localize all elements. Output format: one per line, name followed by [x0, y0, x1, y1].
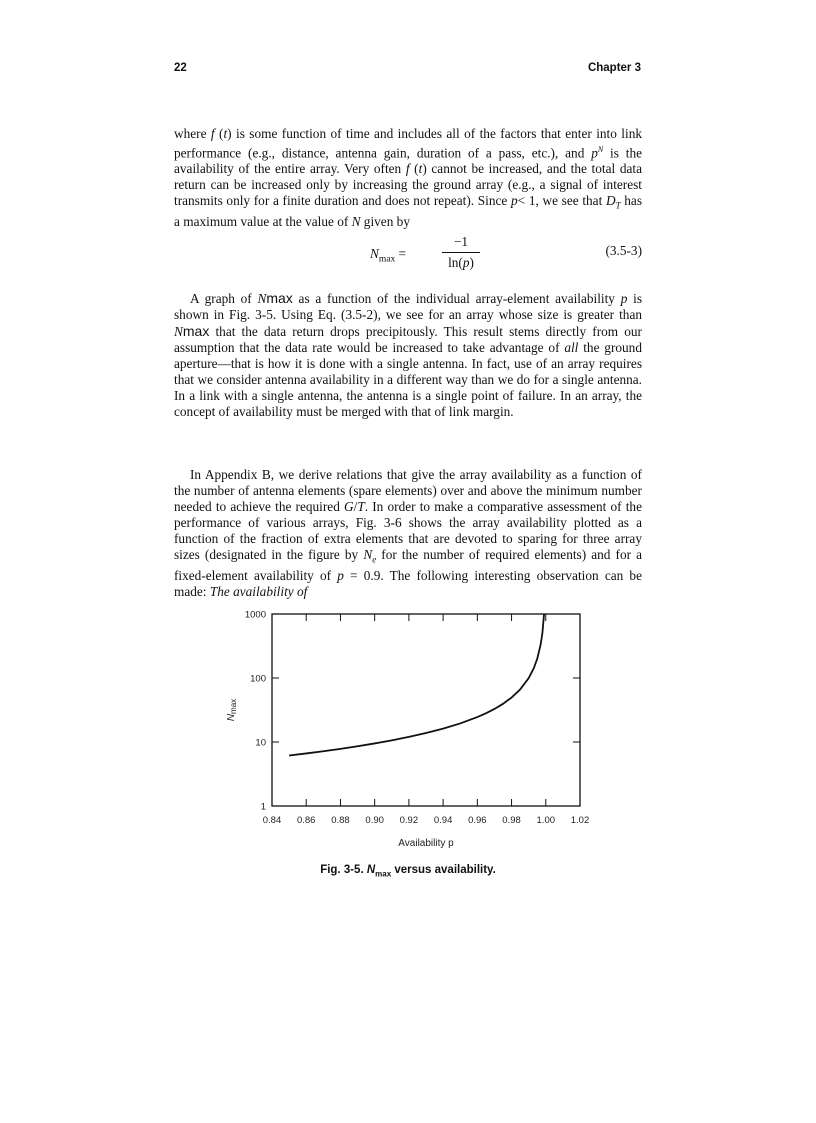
chart-svg: [222, 606, 602, 856]
series-line-nmax: [289, 614, 544, 756]
equation-3-5-3: [174, 232, 642, 274]
x-tick-label: 0.92: [399, 815, 419, 826]
x-tick-label: 0.84: [262, 815, 282, 826]
x-tick-label: 0.96: [468, 815, 487, 826]
x-tick-label: 1.00: [536, 815, 556, 826]
equation-lhs: $N_{max}$ =: [370, 246, 407, 265]
plot-frame: [272, 614, 580, 806]
y-tick-label: 100: [250, 673, 266, 685]
y-tick-label: 1000: [244, 609, 266, 621]
nmax-chart: [222, 606, 602, 856]
paragraph-3: In Appendix B, we derive relations that give the array availability as a function of the number of antenna elements (spare elements) over and above the minimum number needed to achieve the required G/T. In order to make a comparative assessment of the performance of various arrays, Fig. 3-6 shows the array availability plotted as a function of the fraction of extra elements that are devoted to sparing for three array sizes (designated in the figure by $N_e$ for the number of required elements) and for a fixed-element availability of p = 0.9. The following interesting observation can be made: The availability of: [174, 467, 643, 599]
y-tick-label: 10: [255, 737, 266, 749]
y-axis-label: $N_{max}$: [226, 698, 238, 722]
equation-number: (3.5-3): [605, 243, 642, 258]
page-header: [174, 62, 641, 80]
paragraph-2: A graph of Nmax as a function of the individual array-element availability p is shown in Fig. 3-5. Using Eq. (3.5-2), we see for an array whose size is greater than Nmax that the data return drops precipitously. This result stems directly from our assumption that the data rate would be increased to take advantage of all the ground aperture—that is how it is done with a single antenna. In fact, use of an array requires that we consider antenna availability in a different way than we do for a single antenna. In a link with a single antenna, the antenna is a single point of failure. In an array, the concept of availability must be merged with that of link margin.: [174, 290, 642, 419]
page-number: 22: [174, 62, 187, 74]
x-tick-label: 0.90: [365, 815, 384, 826]
paragraph-1: where f (t) is some function of time and includes all of the factors that enter into link performance (e.g., distance, antenna gain, duration of a pass, etc.), and $p^N$ is the availability of the entire array. Very often f (t) cannot be increased, and the total data return can be increased only by increasing the ground array (e.g., a signal of interest transmits only for a finite duration and does not repeat). Since p< 1, we see that $D_T$ has a maximum value at the value of N given by: [174, 126, 642, 230]
x-tick-label: 0.86: [296, 815, 316, 826]
y-tick-label: 1: [260, 801, 266, 813]
figure-caption: Fig. 3-5. $N_{max}$ versus availability.: [320, 864, 496, 879]
x-tick-label: 0.88: [331, 815, 350, 826]
x-tick-label: 1.02: [570, 815, 590, 826]
x-tick-label: 0.98: [502, 815, 521, 826]
x-axis-label: Availability p: [398, 838, 454, 849]
x-tick-label: 0.94: [433, 815, 453, 826]
chapter-label: Chapter 3: [587, 62, 641, 74]
equation-fraction: −1 ln(p): [442, 234, 480, 271]
